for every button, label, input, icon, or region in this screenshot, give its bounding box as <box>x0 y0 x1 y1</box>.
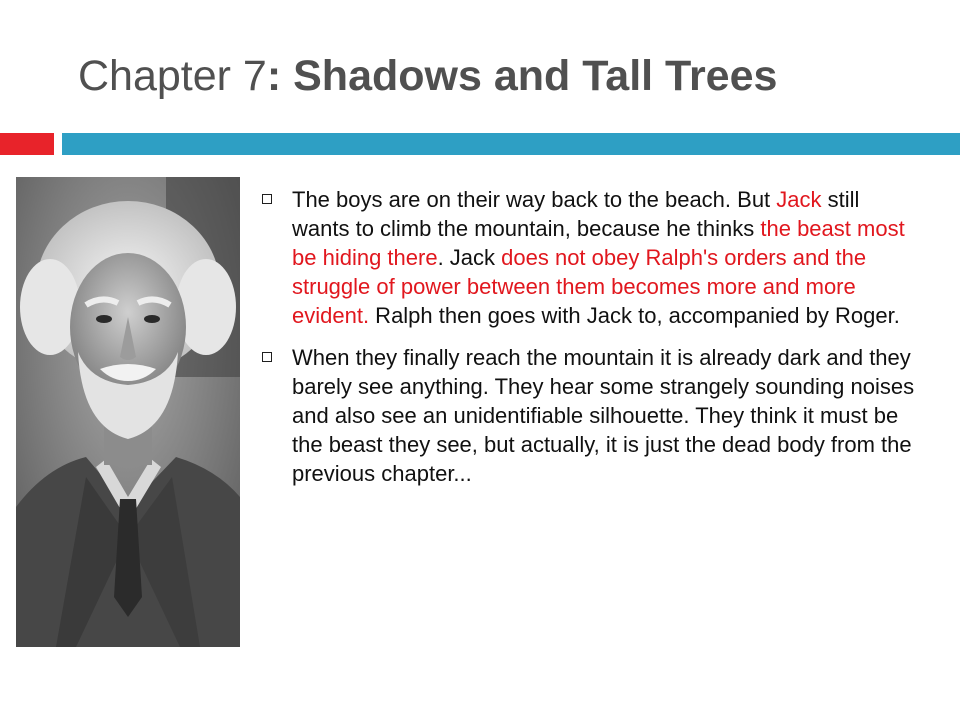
text-segment: When they finally reach the mountain it is already dark and they barely see anything. They hear some strangely sounding noises and also see an unidentifiable silhouette. They think it must be the beast they see, but actually, it is just the dead body from the previous chapter... <box>292 345 915 486</box>
square-bullet-icon <box>262 194 272 204</box>
bullet-text <box>292 345 914 486</box>
highlight-segment: the beast most be hiding there <box>292 216 905 270</box>
title-main: Shadows and Tall Trees <box>293 52 778 100</box>
author-portrait <box>16 177 240 647</box>
accent-band-red <box>0 133 54 155</box>
highlight-segment: does not obey Ralph's orders and the struggle of power between them becomes more and more evident. <box>292 245 867 328</box>
bullet-text <box>292 187 905 328</box>
text-segment: still wants to climb the mountain, because he thinks <box>292 187 860 241</box>
text-segment: Ralph then goes with Jack to, accompanied by Roger. <box>369 303 900 328</box>
text-segment: . Jack <box>437 245 502 270</box>
highlight-segment: Jack <box>776 187 822 212</box>
bullet-list <box>262 185 922 501</box>
accent-band-teal <box>62 133 960 155</box>
square-bullet-icon <box>262 352 272 362</box>
slide-title <box>78 48 938 104</box>
text-segment: The boys are on their way back to the beach. But <box>292 187 777 212</box>
title-separator: : <box>266 52 294 100</box>
bullet-item <box>262 343 922 488</box>
title-prefix: Chapter 7 <box>78 52 267 100</box>
bullet-item <box>262 185 922 330</box>
